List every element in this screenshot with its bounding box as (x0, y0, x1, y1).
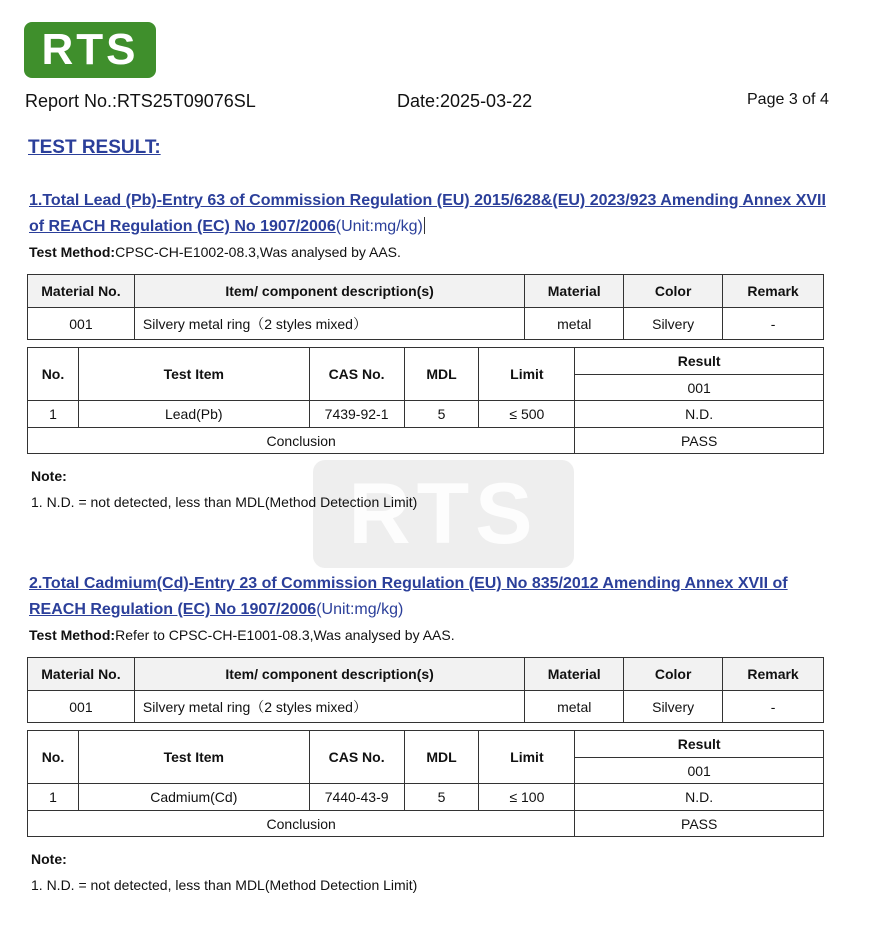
conclusion-value: PASS (575, 811, 824, 837)
col-cas-no: CAS No. (309, 348, 404, 401)
cell-mdl: 5 (404, 401, 479, 428)
conclusion-label: Conclusion (28, 811, 575, 837)
table-row (28, 691, 824, 723)
cell-material: metal (525, 308, 624, 340)
col-sample-001: 001 (575, 758, 824, 784)
conclusion-label: Conclusion (28, 428, 575, 454)
conclusion-row (28, 811, 824, 837)
cell-no: 1 (28, 784, 79, 811)
col-mdl: MDL (404, 731, 479, 784)
section-2-material-table (27, 657, 824, 723)
table-row (28, 308, 824, 340)
col-result: Result (575, 731, 824, 758)
conclusion-row (28, 428, 824, 454)
table-row (28, 401, 824, 428)
text-cursor (424, 217, 425, 234)
col-material-no: Material No. (28, 658, 135, 691)
cell-description: Silvery metal ring（2 styles mixed） (134, 308, 524, 340)
section-2-note-text: 1. N.D. = not detected, less than MDL(Method Detection Limit) (31, 877, 418, 893)
cell-remark: - (723, 691, 824, 723)
page-number: Page 3 of 4 (747, 91, 829, 108)
cell-limit: ≤ 100 (479, 784, 575, 811)
test-method-text: Refer to CPSC-CH-E1001-08.3,Was analysed by AAS. (115, 627, 455, 643)
section-1-test-method (29, 244, 401, 260)
cell-test-item: Cadmium(Cd) (78, 784, 309, 811)
watermark-text: RTS (348, 466, 539, 562)
test-method-label: Test Method: (29, 244, 116, 260)
cell-remark: - (723, 308, 824, 340)
col-material: Material (525, 275, 624, 308)
cell-material-no: 001 (28, 308, 135, 340)
cell-material: metal (525, 691, 624, 723)
col-no: No. (28, 731, 79, 784)
section-1-material-table (27, 274, 824, 340)
col-test-item: Test Item (78, 348, 309, 401)
col-remark: Remark (723, 658, 824, 691)
section-1-title (29, 188, 829, 240)
report-number: Report No.:RTS25T09076SL (25, 91, 256, 111)
cell-result: N.D. (575, 401, 824, 428)
test-method-label: Test Method: (29, 627, 116, 643)
section-2-title-text: 2.Total Cadmium(Cd)-Entry 23 of Commission Regulation (EU) No 835/2012 Amending Annex XVII of REACH Regulation (EC) No 1907/2006 (29, 575, 788, 618)
cell-no: 1 (28, 401, 79, 428)
col-limit: Limit (479, 348, 575, 401)
col-test-item: Test Item (78, 731, 309, 784)
section-2-test-method (29, 627, 455, 643)
section-2-unit: (Unit:mg/kg) (316, 601, 404, 618)
col-no: No. (28, 348, 79, 401)
col-description: Item/ component description(s) (134, 658, 524, 691)
section-1-unit: (Unit:mg/kg) (335, 218, 423, 235)
section-2-result-table (27, 730, 824, 837)
cell-color: Silvery (624, 308, 723, 340)
cell-color: Silvery (624, 691, 723, 723)
col-color: Color (624, 275, 723, 308)
section-1-result-table (27, 347, 824, 454)
cell-cas-no: 7440-43-9 (309, 784, 404, 811)
cell-test-item: Lead(Pb) (78, 401, 309, 428)
logo-text: RTS (41, 25, 139, 74)
cell-mdl: 5 (404, 784, 479, 811)
col-mdl: MDL (404, 348, 479, 401)
cell-limit: ≤ 500 (479, 401, 575, 428)
col-remark: Remark (723, 275, 824, 308)
col-description: Item/ component description(s) (134, 275, 524, 308)
col-material: Material (525, 658, 624, 691)
col-sample-001: 001 (575, 375, 824, 401)
test-result-heading: TEST RESULT: (28, 137, 161, 158)
section-1-note-heading: Note: (31, 468, 67, 484)
section-2-title (29, 571, 829, 623)
conclusion-value: PASS (575, 428, 824, 454)
table-row (28, 784, 824, 811)
cell-description: Silvery metal ring（2 styles mixed） (134, 691, 524, 723)
col-limit: Limit (479, 731, 575, 784)
cell-material-no: 001 (28, 691, 135, 723)
cell-result: N.D. (575, 784, 824, 811)
report-date: Date:2025-03-22 (397, 91, 533, 111)
col-color: Color (624, 658, 723, 691)
col-cas-no: CAS No. (309, 731, 404, 784)
section-1-title-text: 1.Total Lead (Pb)-Entry 63 of Commission Regulation (EU) 2015/628&(EU) 2023/923 Amending Annex XVII of REACH Regulation (EC) No 1907/2006 (29, 192, 826, 235)
section-2-note-heading: Note: (31, 851, 67, 867)
test-method-text: CPSC-CH-E1002-08.3,Was analysed by AAS. (115, 244, 401, 260)
cell-cas-no: 7439-92-1 (309, 401, 404, 428)
company-logo (24, 22, 156, 78)
col-result: Result (575, 348, 824, 375)
col-material-no: Material No. (28, 275, 135, 308)
section-1-note-text: 1. N.D. = not detected, less than MDL(Method Detection Limit) (31, 494, 418, 510)
